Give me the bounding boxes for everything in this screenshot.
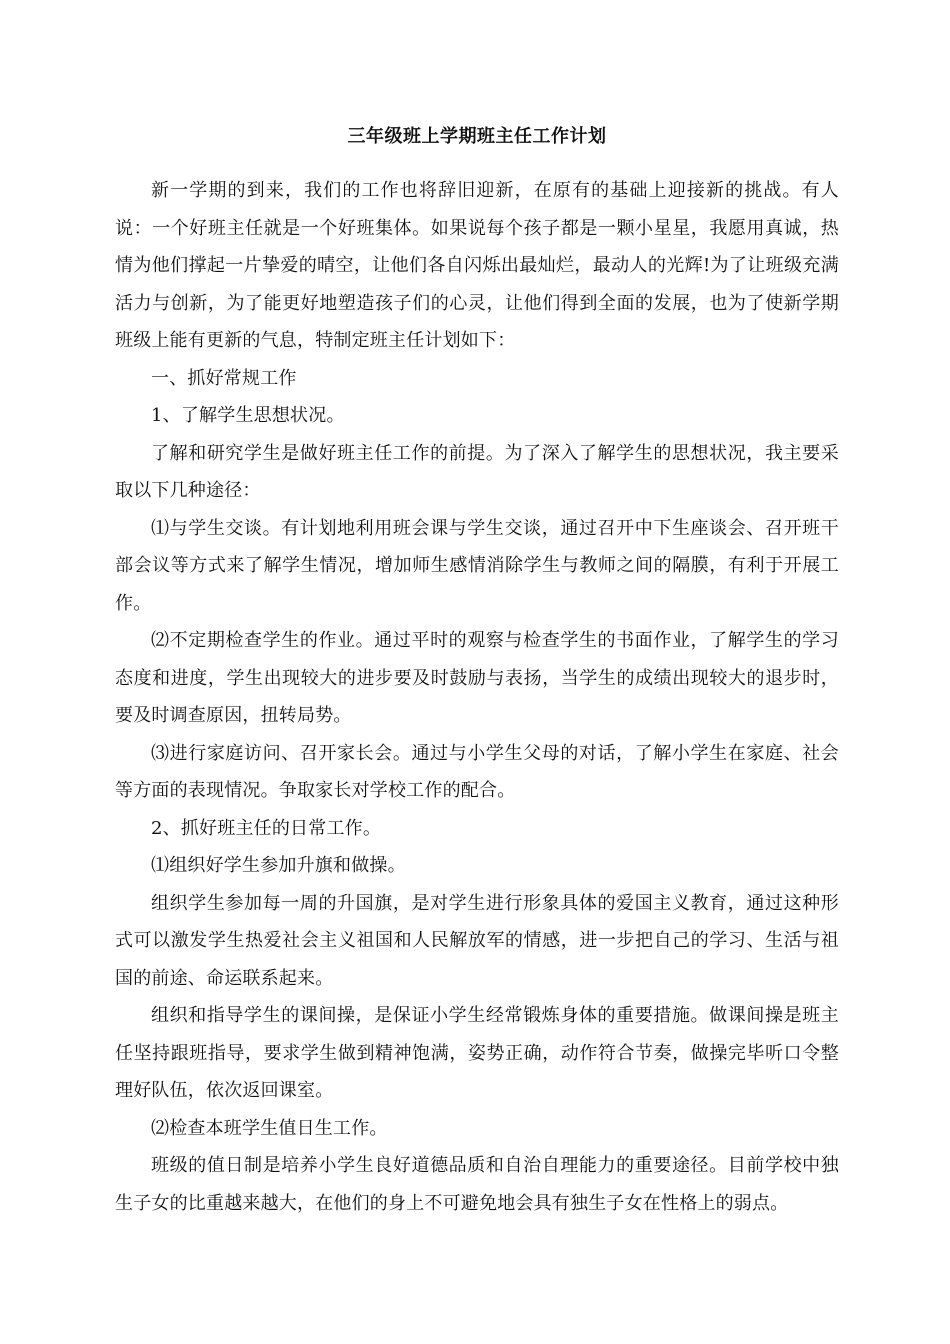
document-title: 三年级班上学期班主任工作计划 (347, 126, 607, 147)
paragraph-flag-raising: 组织学生参加每一周的升国旗，是对学生进行形象具体的爱国主义教育，通过这种形式可以激发学生热爱社会主义祖国和人民解放军的情感，进一步把自己的学习、生活与祖国的前途、命运联系起来。 (115, 892, 839, 989)
document-page (115, 0, 839, 1344)
subheading-understand-students: 1、了解学生思想状况。 (151, 405, 345, 426)
paragraph-exercise: 组织和指导学生的课间操，是保证小学生经常锻炼身体的重要措施。做课间操是班主任坚持跟班指导，要求学生做到精神饱满，姿势正确，动作符合节奏，做操完毕听口令整理好队伍，依次返回课室。 (115, 1005, 839, 1101)
list-item-talk-with-students: ⑴与学生交谈。有计划地利用班会课与学生交谈，通过召开中下生座谈会、召开班干部会议等方式来了解学生情况，增加师生感情消除学生与教师之间的隔膜，有利于开展工作。 (115, 517, 839, 614)
paragraph-intro: 新一学期的到来，我们的工作也将辞旧迎新，在原有的基础上迎接新的挑战。有人说：一个好班主任就是一个好班集体。如果说每个孩子都是一颗小星星，我愿用真诚，热情为他们撑起一片挚爱的晴空，让他们各自闪烁出最灿烂，最动人的光辉!为了让班级充满活力与创新，为了能更好地塑造孩子们的心灵，让他们得到全面的发展，也为了使新学期班级上能有更新的气息，特制定班主任计划如下： (115, 180, 839, 351)
paragraph-duty-system: 班级的值日制是培养小学生良好道德品质和自治自理能力的重要途径。目前学校中独生子女的比重越来越大，在他们的身上不可避免地会具有独生子女在性格上的弱点。 (115, 1155, 839, 1214)
list-item-flag-and-exercise: ⑴组织好学生参加升旗和做操。 (151, 855, 406, 876)
document-body (115, 172, 839, 1222)
list-item-home-visits: ⑶进行家庭访问、召开家长会。通过与小学生父母的对话，了解小学生在家庭、社会等方面的表现情况。争取家长对学校工作的配合。 (115, 742, 839, 801)
paragraph-understand-students: 了解和研究学生是做好班主任工作的前提。为了深入了解学生的思想状况，我主要采取以下几种途径： (115, 442, 839, 501)
list-item-check-homework: ⑵不定期检查学生的作业。通过平时的观察与检查学生的书面作业，了解学生的学习态度和进度，学生出现较大的进步要及时鼓励与表扬，当学生的成绩出现较大的退步时，要及时调查原因，扭转局势。 (115, 630, 839, 726)
subheading-daily-work: 2、抓好班主任的日常工作。 (151, 817, 382, 839)
section-heading-routine-work: 一、抓好常规工作 (151, 367, 297, 389)
list-item-duty-check: ⑵检查本班学生值日生工作。 (151, 1117, 388, 1139)
